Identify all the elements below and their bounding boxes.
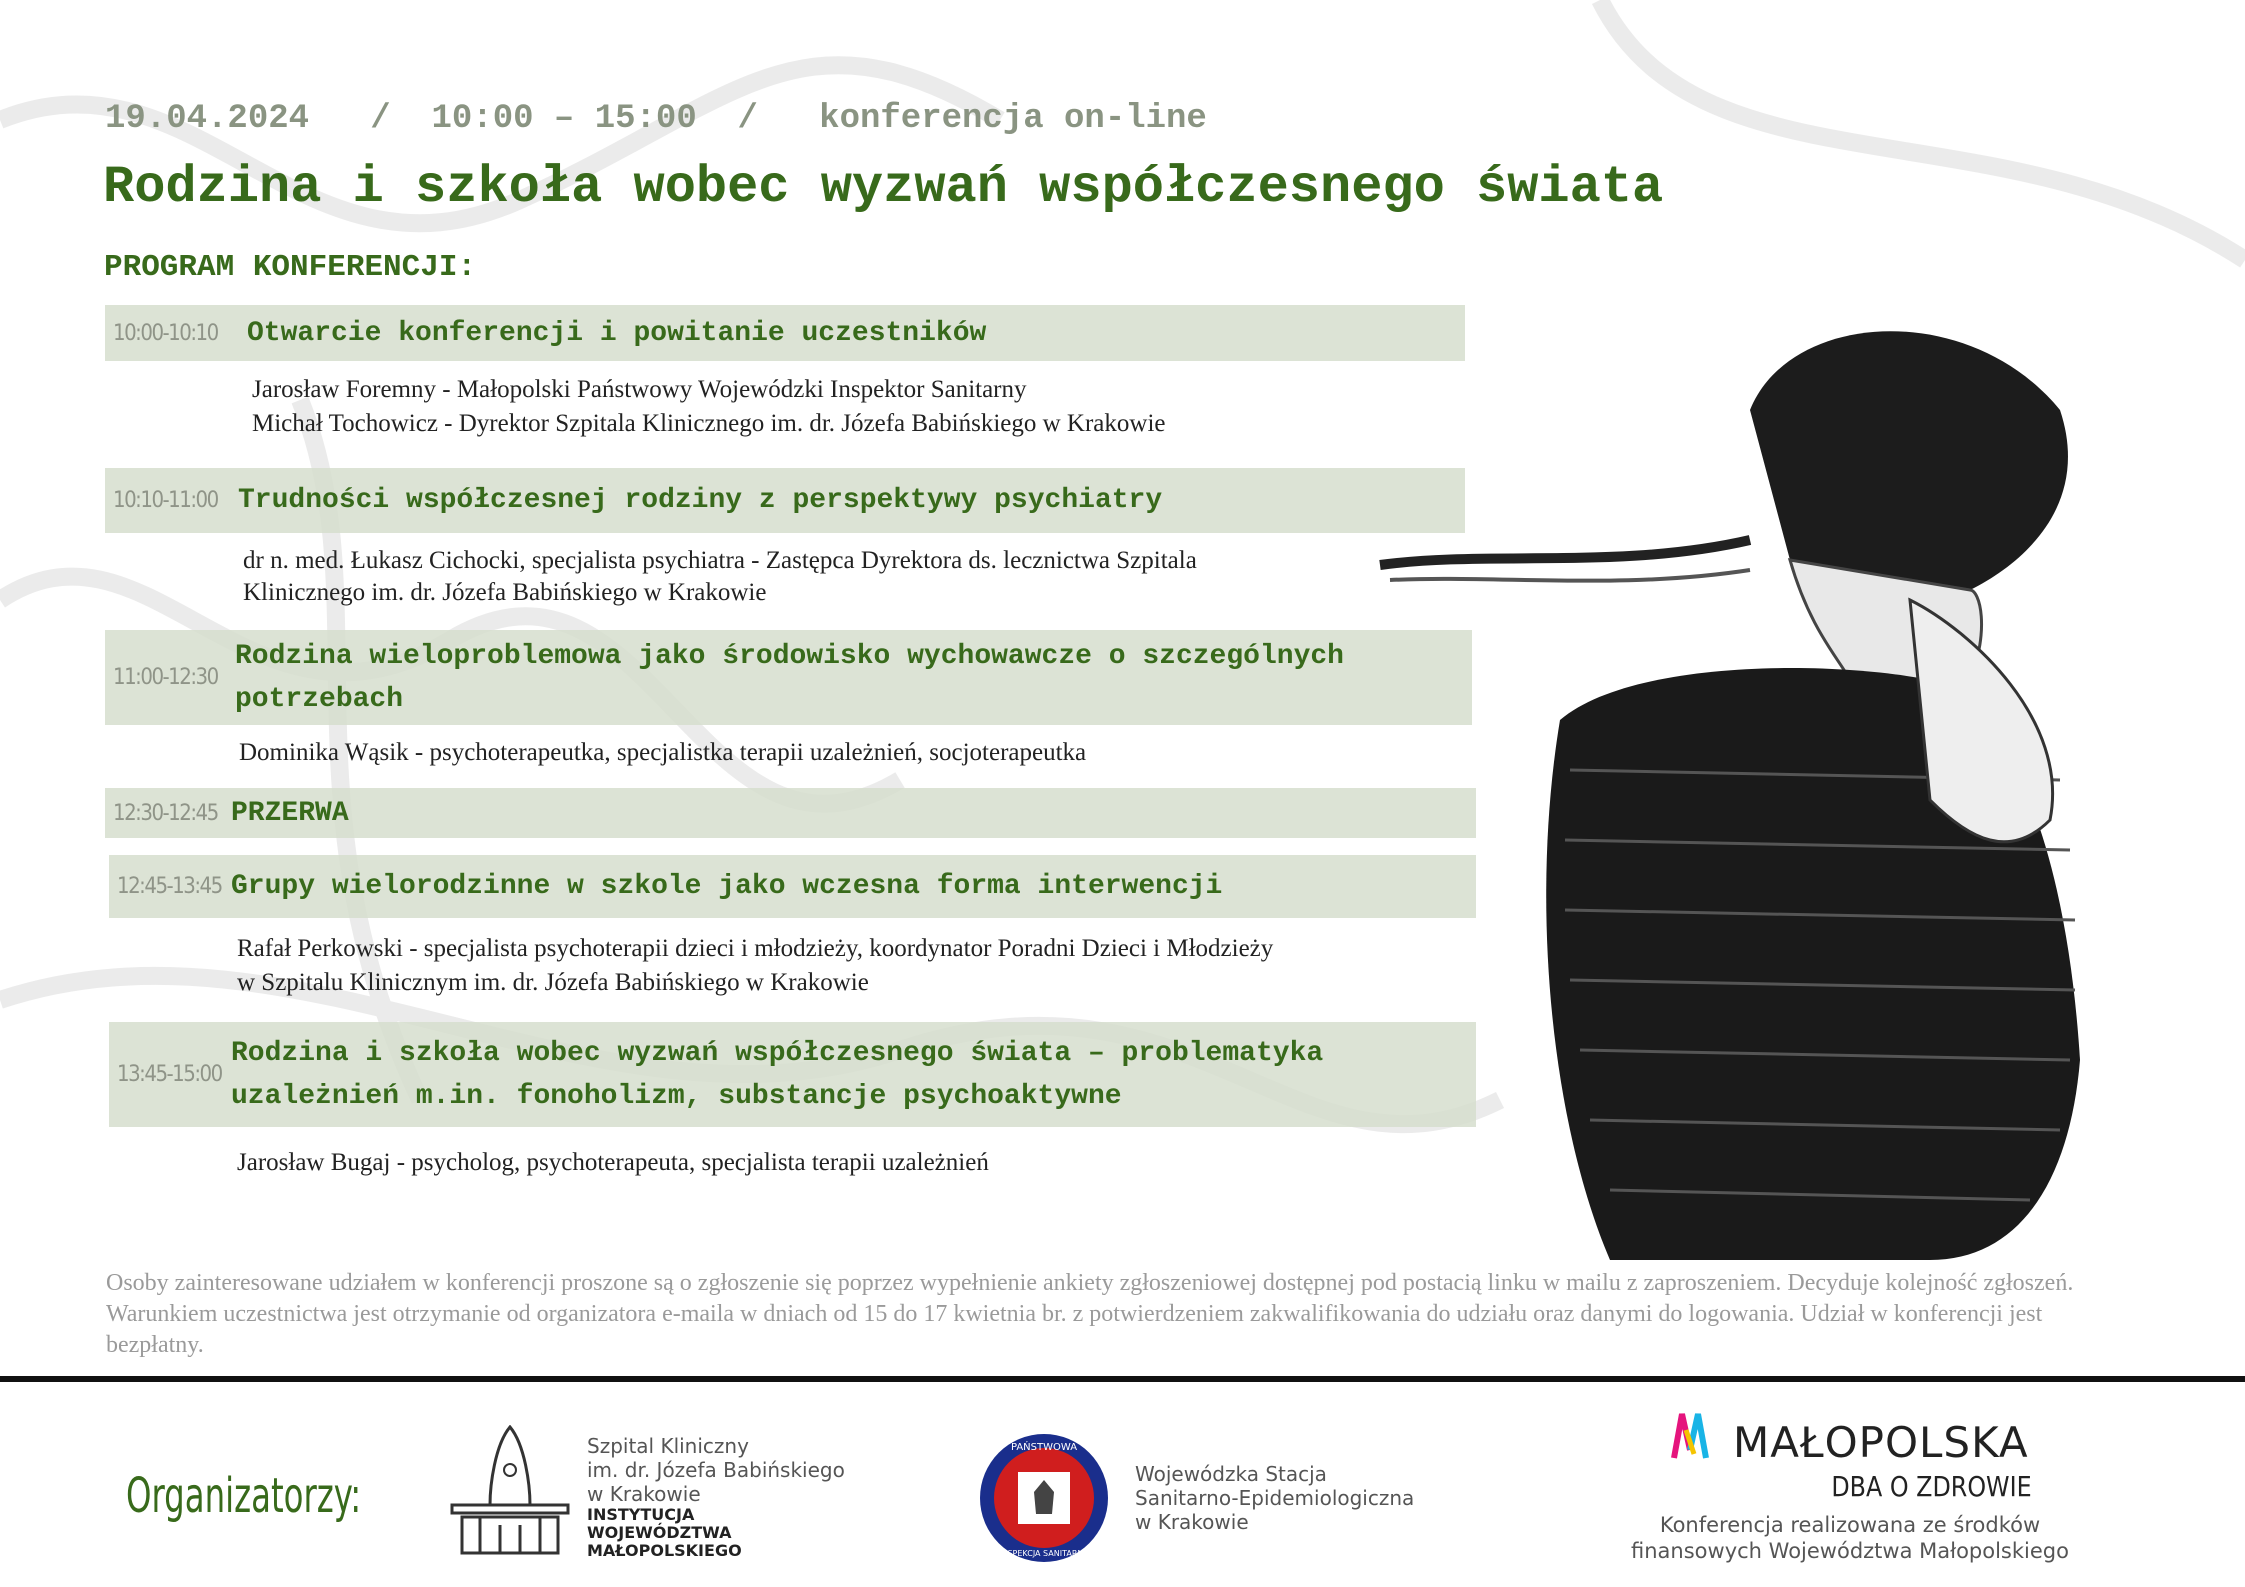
item-time: 12:45-13:45 bbox=[117, 874, 222, 899]
item-speakers bbox=[239, 736, 1086, 770]
seal-text: INSPEKCJA SANITARNA bbox=[999, 1549, 1089, 1558]
item-topic: Rodzina i szkoła wobec wyzwań współczesnego świata – problematyka uzależnień m.in. fonoholizm, substancje psychoaktywne bbox=[231, 1037, 1324, 1112]
sanepid-line: Sanitarno-Epidemiologiczna bbox=[1135, 1486, 1415, 1510]
speaker: Michał Tochowicz - Dyrektor Szpitala Klinicznego im. dr. Józefa Babińskiego w Krakowie bbox=[252, 410, 1166, 437]
sanepid-line: Wojewódzka Stacja bbox=[1135, 1462, 1327, 1486]
funding-line: finansowych Województwa Małopolskiego bbox=[1631, 1539, 2069, 1563]
speaker: Jarosław Foremny - Małopolski Państwowy Wojewódzki Inspektor Sanitarny bbox=[252, 376, 1027, 403]
funding-note bbox=[1620, 1512, 2080, 1564]
event-date: 19.04.2024 bbox=[105, 100, 310, 138]
program-item bbox=[105, 468, 1465, 533]
program-item bbox=[105, 630, 1472, 725]
registration-note: Osoby zainteresowane udziałem w konferencji proszone są o zgłoszenie się poprzez wypełnienie ankiety zgłoszeniowej dostępnej pod postacią linku w mailu z zaproszeniem. Decyduje kolejność zgłoszeń. Warunkiem uczestnictwa jest otrzymanie od organizatora e-maila w dniach od 15 do 17 kwietnia br. z potwierdzeniem zakwalifikowania do udziału oraz danymi do logowania. Udział w konferencji jest bezpłatny. bbox=[106, 1270, 2074, 1358]
event-date-time bbox=[105, 100, 1207, 138]
program-item bbox=[109, 1022, 1476, 1127]
item-time: 13:45-15:00 bbox=[117, 1062, 222, 1087]
event-format: konferencja on-line bbox=[819, 100, 1207, 138]
item-speakers bbox=[252, 373, 1166, 441]
organizers-label: Organizatorzy: bbox=[126, 1468, 362, 1524]
sanepid-seal-icon bbox=[978, 1432, 1110, 1564]
separator: / bbox=[737, 100, 758, 138]
program-item bbox=[109, 855, 1476, 918]
item-topic: Trudności współczesnej rodziny z perspektywy psychiatry bbox=[238, 485, 1163, 516]
hospital-line: im. dr. Józefa Babińskiego bbox=[587, 1458, 845, 1482]
item-speakers bbox=[243, 545, 1197, 609]
hospital-line: INSTYTUCJA bbox=[587, 1505, 695, 1524]
sanepid-name bbox=[1135, 1462, 1414, 1534]
item-speakers bbox=[237, 1146, 989, 1180]
speaker: dr n. med. Łukasz Cichocki, specjalista psychiatra - Zastępca Dyrektora ds. lecznictwa Szpitala bbox=[243, 547, 1197, 574]
hospital-name bbox=[587, 1434, 845, 1560]
program-item-break bbox=[105, 788, 1476, 838]
item-time: 11:00-12:30 bbox=[113, 665, 218, 690]
funding-line: Konferencja realizowana ze środków bbox=[1659, 1513, 2041, 1537]
malopolska-logo-icon bbox=[1670, 1410, 1718, 1460]
item-topic: Grupy wielorodzinne w szkole jako wczesna forma interwencji bbox=[231, 871, 1223, 902]
speaker: Dominika Wąsik - psychoterapeutka, specjalistka terapii uzależnień, socjoterapeutka bbox=[239, 739, 1087, 766]
event-time: 10:00 – 15:00 bbox=[431, 100, 697, 138]
page-title: Rodzina i szkoła wobec wyzwań współczesnego świata bbox=[103, 158, 1664, 217]
program-item bbox=[105, 305, 1465, 361]
program-heading: PROGRAM KONFERENCJI: bbox=[104, 250, 477, 285]
item-time: 10:00-10:10 bbox=[113, 320, 218, 346]
speaker: Rafał Perkowski - specjalista psychoterapii dzieci i młodzieży, koordynator Poradni Dzieci i Młodzieży bbox=[237, 935, 1274, 962]
item-speakers bbox=[237, 932, 1273, 1000]
separator: / bbox=[370, 100, 391, 138]
sanepid-line: w Krakowie bbox=[1135, 1510, 1249, 1534]
hospital-line: Szpital Kliniczny bbox=[587, 1434, 749, 1458]
hospital-logo-icon bbox=[450, 1425, 570, 1557]
speaker: w Szpitalu Klinicznym im. dr. Józefa Babińskiego w Krakowie bbox=[237, 969, 869, 996]
hospital-line: MAŁOPOLSKIEGO bbox=[587, 1541, 742, 1560]
speaker: Jarosław Bugaj - psycholog, psychoterapeuta, specjalista terapii uzależnień bbox=[237, 1149, 989, 1176]
speaker: Klinicznego im. dr. Józefa Babińskiego w Krakowie bbox=[243, 579, 767, 606]
item-time: 12:30-12:45 bbox=[113, 800, 218, 826]
malopolska-tagline: DBA O ZDROWIE bbox=[1831, 1470, 2032, 1503]
hospital-line: WOJEWÓDZTWA bbox=[587, 1523, 732, 1542]
illustration-person bbox=[1370, 300, 2090, 1270]
malopolska-brand: MAŁOPOLSKA bbox=[1733, 1418, 2029, 1467]
item-topic: Rodzina wieloproblemowa jako środowisko wychowawcze o szczególnych potrzebach bbox=[235, 640, 1344, 715]
seal-text: PAŃSTWOWA bbox=[1010, 1442, 1078, 1453]
item-topic: Otwarcie konferencji i powitanie uczestników bbox=[247, 317, 987, 349]
item-topic: PRZERWA bbox=[231, 797, 349, 829]
footer-divider bbox=[0, 1376, 2245, 1382]
item-time: 10:10-11:00 bbox=[113, 488, 218, 513]
hospital-line: w Krakowie bbox=[587, 1482, 701, 1506]
